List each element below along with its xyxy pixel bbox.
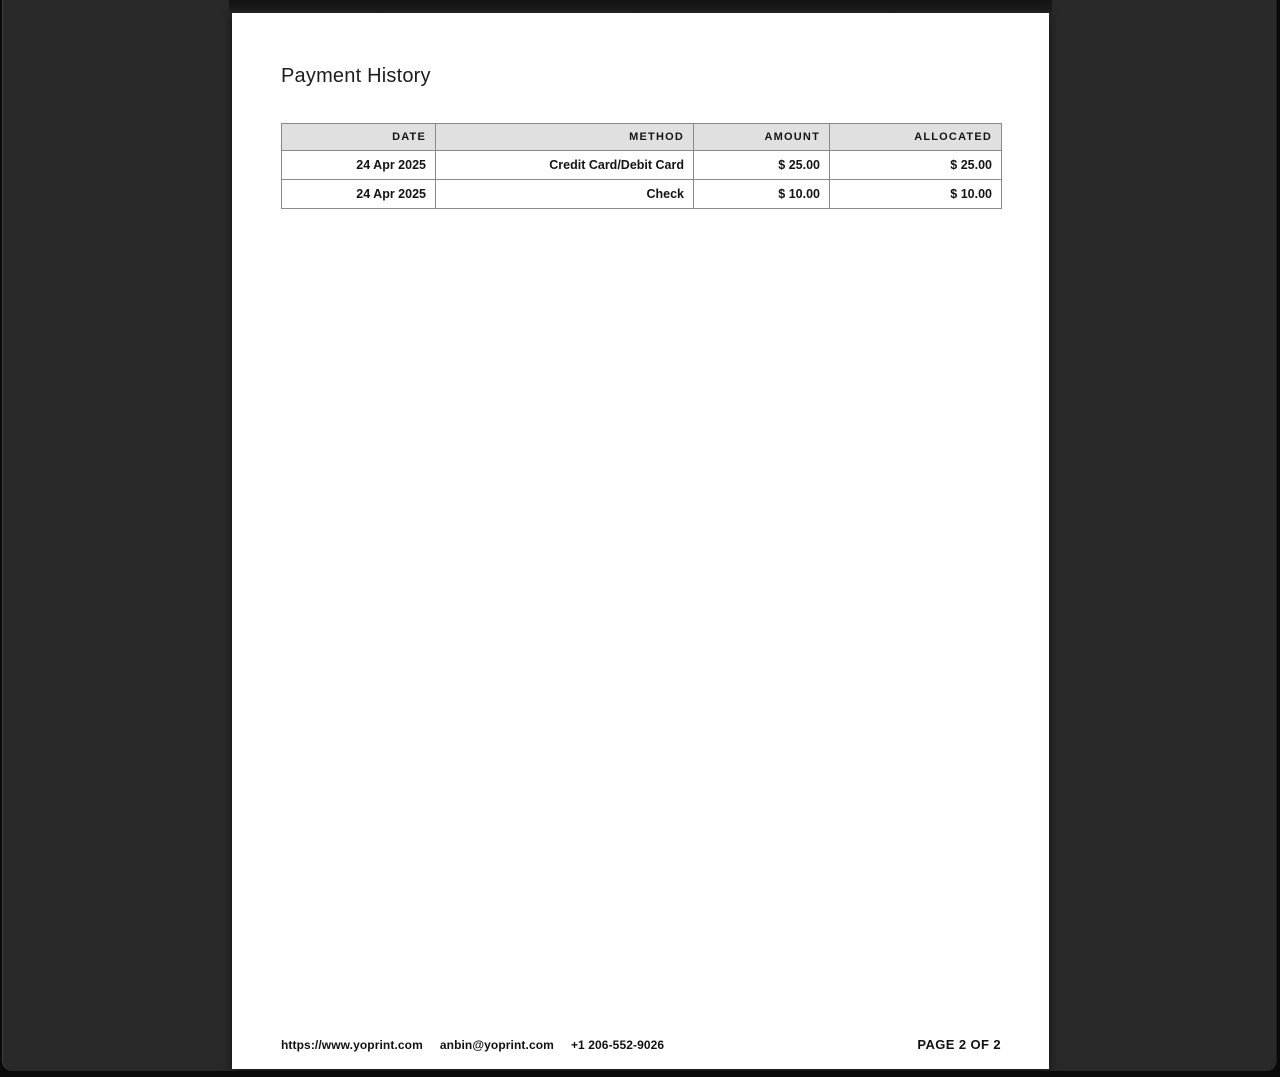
payment-method-cell: Check: [436, 180, 694, 209]
payment-row: [282, 180, 1002, 209]
payment-allocated-cell: $ 25.00: [830, 151, 1002, 180]
column-header-amount: AMOUNT: [694, 124, 830, 151]
document-page: [232, 13, 1049, 1069]
payment-allocated-cell: $ 10.00: [830, 180, 1002, 209]
footer-website: https://www.yoprint.com: [281, 1038, 423, 1052]
payment-date-cell: 24 Apr 2025: [282, 151, 436, 180]
payment-date-cell: 24 Apr 2025: [282, 180, 436, 209]
footer-contacts: [281, 1038, 664, 1052]
page-number-indicator: PAGE 2 OF 2: [917, 1037, 1001, 1052]
payment-row: [282, 151, 1002, 180]
column-header-allocated: ALLOCATED: [830, 124, 1002, 151]
pdf-viewer-scroll-area[interactable]: [2, 0, 1277, 1071]
page-footer: [281, 1037, 1001, 1052]
page-title: Payment History: [281, 65, 431, 87]
column-header-method: METHOD: [436, 124, 694, 151]
table-header-row: [282, 124, 1002, 151]
page-gap-shadow: [229, 0, 1052, 13]
payment-history-table: [281, 123, 1002, 209]
payment-method-cell: Credit Card/Debit Card: [436, 151, 694, 180]
column-header-date: DATE: [282, 124, 436, 151]
footer-phone: +1 206-552-9026: [570, 1038, 665, 1052]
payment-amount-cell: $ 25.00: [694, 151, 830, 180]
footer-email: anbin@yoprint.com: [439, 1038, 554, 1052]
payment-amount-cell: $ 10.00: [694, 180, 830, 209]
